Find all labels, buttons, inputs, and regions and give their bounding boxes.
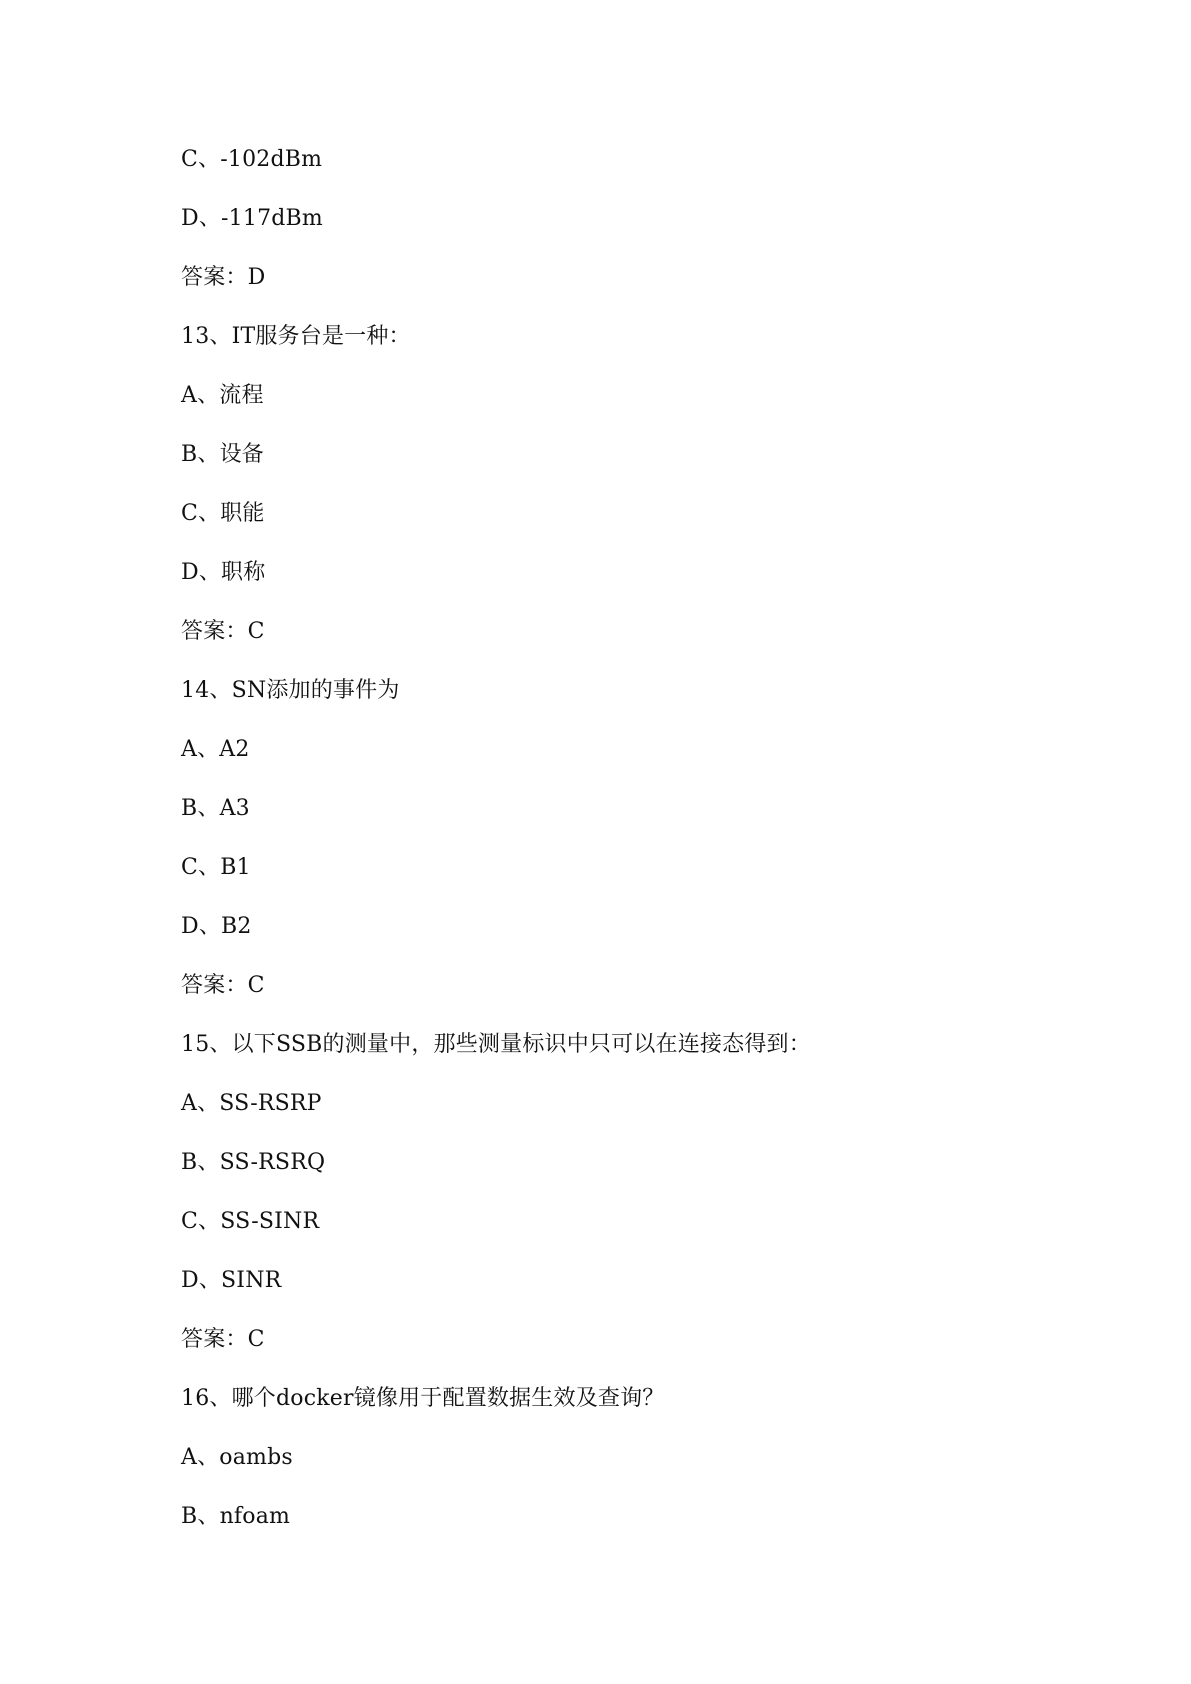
question-14: 14、SN添加的事件为 (181, 678, 400, 703)
question-list (181, 140, 811, 1556)
answer-q13: 答案：C (181, 619, 265, 644)
question-15: 15、以下SSB的测量中，那些测量标识中只可以在连接态得到： (181, 1032, 811, 1057)
option-c-q14: C、B1 (181, 855, 251, 880)
option-c-q12: C、-102dBm (181, 147, 323, 172)
option-c-q13: C、职能 (181, 501, 265, 526)
option-a-q16: A、oambs (181, 1445, 293, 1470)
option-a-q13: A、流程 (181, 383, 264, 408)
question-16: 16、哪个docker镜像用于配置数据生效及查询？ (181, 1386, 665, 1411)
option-b-q15: B、SS-RSRQ (181, 1150, 326, 1175)
option-d-q14: D、B2 (181, 914, 252, 939)
option-d-q12: D、-117dBm (181, 206, 323, 231)
answer-q15: 答案：C (181, 1327, 265, 1352)
option-b-q14: B、A3 (181, 796, 250, 821)
option-d-q15: D、SINR (181, 1268, 282, 1293)
option-a-q15: A、SS-RSRP (181, 1091, 322, 1116)
answer-q12: 答案：D (181, 265, 266, 290)
option-d-q13: D、职称 (181, 560, 266, 585)
answer-q14: 答案：C (181, 973, 265, 998)
option-b-q13: B、设备 (181, 442, 264, 467)
option-c-q15: C、SS-SINR (181, 1209, 320, 1234)
question-13: 13、IT服务台是一种： (181, 324, 411, 349)
option-b-q16: B、nfoam (181, 1504, 291, 1529)
option-a-q14: A、A2 (181, 737, 250, 762)
